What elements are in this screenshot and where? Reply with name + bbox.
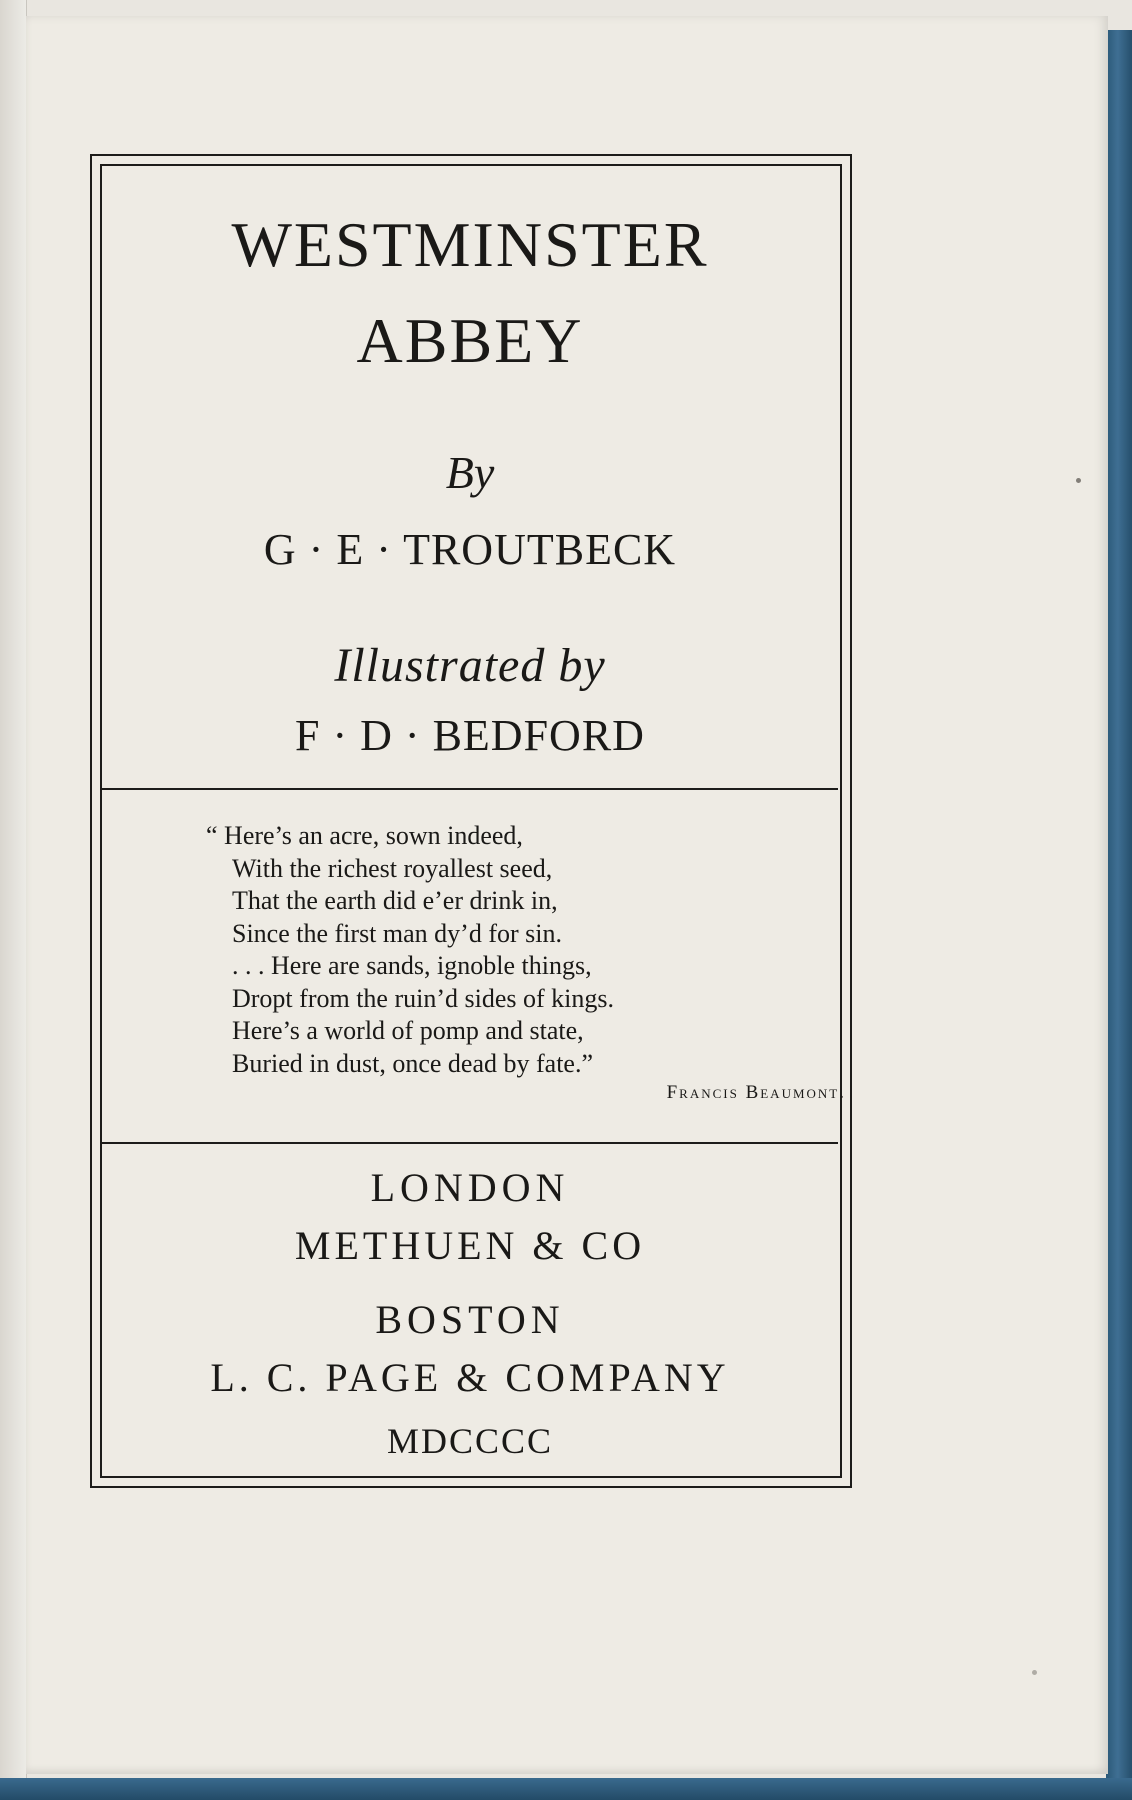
- verse-line: Dropt from the ruin’d sides of kings.: [232, 983, 615, 1013]
- imprint-city-london: LONDON: [370, 1165, 570, 1210]
- title-page: [26, 16, 1108, 1774]
- epigraph-verse: [206, 820, 766, 1080]
- facing-page-edge: [0, 0, 27, 1800]
- section-divider-bottom: [102, 1142, 838, 1144]
- verse-line: Since the first man dy’d for sin.: [232, 918, 562, 948]
- imprint-city-boston: BOSTON: [375, 1297, 565, 1342]
- paper-speck: [1076, 478, 1081, 483]
- verse-line: “ Here’s an acre, sown indeed,: [206, 821, 523, 850]
- by-label: By: [445, 447, 495, 498]
- section-divider-top: [102, 788, 838, 790]
- author-name: G · E · TROUTBECK: [263, 525, 677, 574]
- verse-line: Here’s a world of pomp and state,: [232, 1016, 584, 1045]
- verse-line: With the richest royallest seed,: [232, 853, 553, 883]
- book-binding-edge: [1106, 30, 1132, 1800]
- book-title-line-2: ABBEY: [356, 305, 584, 376]
- illustrator-name: F · D · BEDFORD: [295, 711, 645, 760]
- verse-line: Buried in dust, once dead by fate.”: [232, 1048, 593, 1078]
- verse-line: That the earth did e’er drink in,: [232, 886, 558, 915]
- imprint-year: MDCCCC: [386, 1421, 554, 1461]
- epigraph-attribution: Francis Beaumont.: [666, 1082, 846, 1103]
- imprint-publisher-methuen: METHUEN & CO: [294, 1223, 646, 1268]
- illustrated-by-label: Illustrated by: [334, 639, 606, 692]
- book-binding-bottom: [0, 1778, 1132, 1800]
- verse-line: . . . Here are sands, ignoble things,: [232, 951, 592, 980]
- book-title-line-1: WESTMINSTER: [231, 209, 709, 280]
- imprint-publisher-page: L. C. PAGE & COMPANY: [210, 1355, 730, 1400]
- paper-speck: [1032, 1670, 1037, 1675]
